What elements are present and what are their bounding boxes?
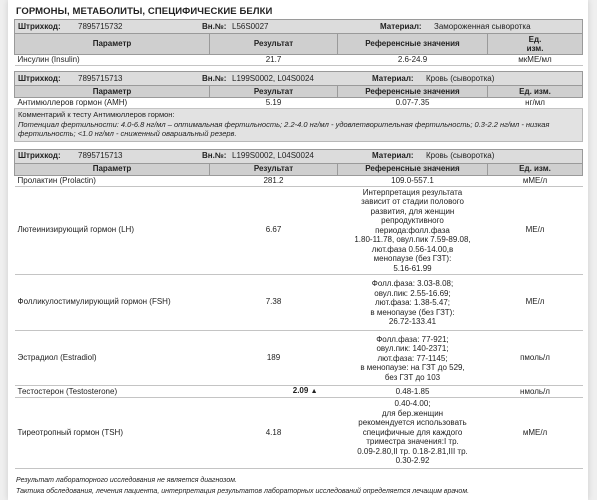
table-row [15,175,583,186]
vn-label: Вн.№: [202,151,227,160]
col-ref: Референсные значения [338,86,488,98]
ref-line: без ГЗТ до 103 [384,372,441,382]
comment-block [15,109,583,142]
column-header [15,163,583,175]
result-value: 4.18 [210,398,338,469]
ref-line: овул.пик: 140-2371; [376,344,449,353]
table-row [15,398,583,469]
vn-label: Вн.№: [202,73,227,83]
ref-line: 0.30-2.92 [395,456,430,465]
ref-value: 2.6-24.9 [338,55,488,66]
material-value: Кровь (сыворотка) [426,73,495,83]
result-value: 6.67 [210,186,338,275]
table-row [15,275,583,331]
col-unit: Ед. изм. [488,163,583,175]
section-insulin [14,19,583,66]
param-name: Лютеинизирующий гормон (LH) [15,186,210,275]
report-sheet [8,0,588,500]
column-header [15,86,583,98]
col-result: Результат [210,86,338,98]
unit-value: мМЕ/л [488,398,583,469]
result-cell [210,386,338,398]
report-content [14,6,582,497]
ref-line: в менопаузе (без ГЗТ): [370,307,455,317]
ref-line: триместра значения:I тр. [366,437,459,446]
col-unit: Ед. изм. [488,86,583,98]
comment-title: Комментарий к тесту Антимюллеров гормон: [18,110,175,119]
barcode-value: 7895715713 [78,73,123,83]
col-param: Параметр [15,86,210,98]
ref-value [338,186,488,275]
col-result: Результат [210,34,338,55]
unit-value: МЕ/л [488,275,583,331]
result-value: 2.09 [292,386,309,395]
material-label: Материал: [372,151,414,160]
footnote [16,475,582,497]
ref-line: периода:фолл.фаза [375,225,450,235]
material-value: Замороженная сыворотка [434,21,531,31]
vn-value: L56S0027 [232,21,269,31]
section-header [15,149,583,163]
ref-line: 26.72-133.41 [388,317,437,326]
ref-value [338,398,488,469]
ref-value [338,275,488,331]
section-hormones [14,149,583,469]
ref-line: в менопаузе: на ГЗТ до 529, [360,363,465,372]
ref-value: 109.0-557.1 [338,175,488,186]
param-name: Тиреотропный гормон (TSH) [15,398,210,469]
col-ref: Референсные значения [338,34,488,55]
ref-line: 5.16-61.99 [393,263,432,273]
unit-value: пмоль/л [488,330,583,386]
ref-line: репродуктивного [381,216,444,225]
param-name: Фолликулостимулирующий гормон (FSH) [15,275,210,331]
ref-value: 0.07-7.35 [338,98,488,109]
ref-line: менопаузе (без ГЗТ): [373,254,452,263]
ref-line: Фолл.фаза: 3.03-8.08; [371,279,454,288]
footnote-line: Тактика обследования, лечения пациента, интерпретация результатов лабораторных исследований определяется лечащим врачом. [16,487,470,495]
vn-value: L199S0002, L04S0024 [232,151,314,160]
col-unit: Ед. изм. [488,34,583,55]
material-value: Кровь (сыворотка) [426,151,495,160]
ref-line: для бер.женщин [381,408,444,418]
material-label: Материал: [372,73,414,83]
table-row [15,186,583,275]
param-name: Инсулин (Insulin) [15,55,210,66]
material-label: Материал: [380,21,422,31]
ref-line: 1.80-11.78, овул.пик 7.59-89.08, [354,235,471,244]
ref-value: 0.48-1.85 [338,386,488,398]
table-row [15,55,583,66]
param-name: Антимюллеров гормон (AMH) [15,98,210,109]
ref-value [338,330,488,386]
col-result: Результат [210,163,338,175]
ref-line: специфичные для каждого [362,427,463,437]
unit-value: МЕ/л [488,186,583,275]
ref-line: рекомендуется использовать [358,418,467,427]
param-name: Пролактин (Prolactin) [15,175,210,186]
result-value: 281.2 [210,175,338,186]
footnote-line: Результат лабораторного исследования не является диагнозом. [16,476,237,484]
col-param: Параметр [15,163,210,175]
ref-line: овул.пик: 2.55-16.69; [374,288,451,298]
section-header [15,20,583,34]
result-value: 7.38 [210,275,338,331]
barcode-label: Штрихкод: [18,21,61,31]
ref-line: 0.09-2.80,II тр. 0.18-2.81,III тр. [357,446,468,456]
ref-line: 0.40-4.00; [394,399,431,408]
report-title: ГОРМОНЫ, МЕТАБОЛИТЫ, СПЕЦИФИЧЕСКИЕ БЕЛКИ [16,6,273,17]
unit-value: мкМЕ/мл [488,55,583,66]
unit-value: нг/мл [488,98,583,109]
unit-value: нмоль/л [488,386,583,398]
column-header [15,34,583,55]
ref-line: Фолл.фаза: 77-921; [376,334,449,344]
ref-line: лют.фаза: 77-1145; [377,353,448,363]
barcode-value: 7895715713 [78,151,123,160]
ref-line: развития, для женщин [370,206,455,216]
ref-line: Интерпретация результата [362,187,463,197]
section-header [15,72,583,86]
ref-line: лют.фаза 0.56-14.00,в [371,244,454,254]
ref-line: зависит от стадии полового [361,197,464,206]
result-value: 189 [210,330,338,386]
col-param: Параметр [15,34,210,55]
result-value: 21.7 [210,55,338,66]
table-row [15,386,583,398]
param-name: Эстрадиол (Estradiol) [15,330,210,386]
vn-label: Вн.№: [202,21,227,31]
arrow-up-icon: ▲ [310,388,318,395]
barcode-label: Штрихкод: [18,73,61,83]
vn-value: L199S0002, L04S0024 [232,73,314,83]
comment-text: Потенциал фертильности: 4.0-6.8 нг/мл – оптимальная фертильность; 2.2-4.0 нг/мл - удовлетворительная фертильность; 0.3-2.2 нг/мл - низкая фертильность; <1.0 нг/мл - сниженный овариальный резерв. [18,119,550,138]
table-row [15,330,583,386]
barcode-value: 7895715732 [78,21,123,31]
ref-line: лют.фаза: 1.38-5.47; [374,298,451,307]
col-ref: Референсные значения [338,163,488,175]
section-amh [14,71,583,142]
table-row [15,98,583,109]
unit-value: мМЕ/л [488,175,583,186]
param-name: Тестостерон (Testosterone) [15,386,210,398]
barcode-label: Штрихкод: [18,151,61,160]
result-value: 5.19 [210,98,338,109]
